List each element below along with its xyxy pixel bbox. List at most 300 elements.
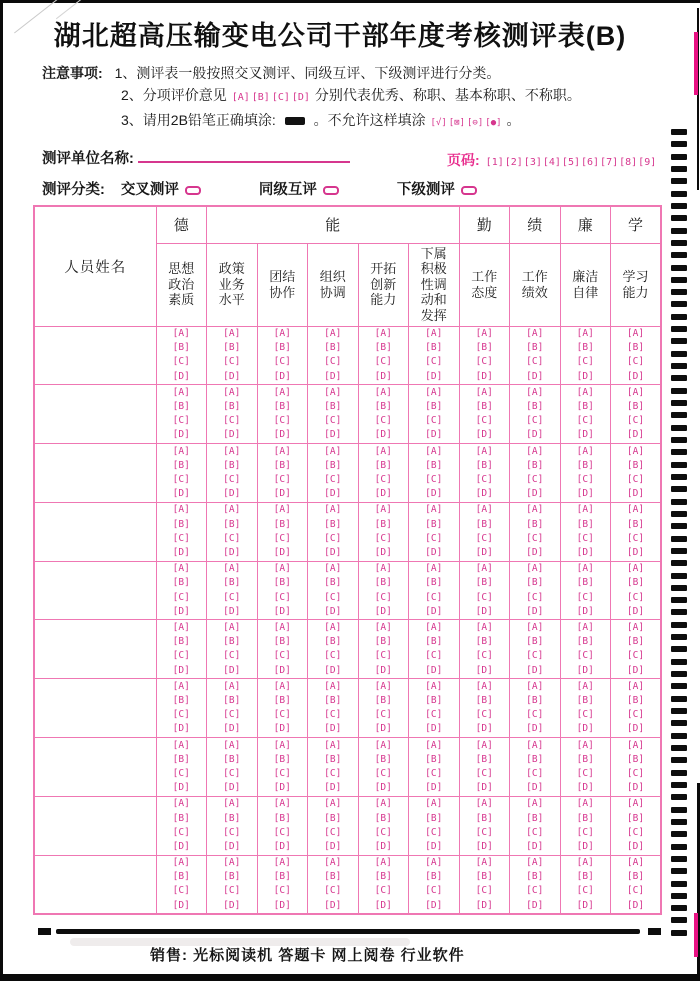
option-bubble-a[interactable]: [A] <box>576 563 594 575</box>
option-bubble-c[interactable]: [C] <box>324 826 342 838</box>
option-bubble-c[interactable]: [C] <box>374 415 392 427</box>
option-bubble-c[interactable]: [C] <box>425 591 443 603</box>
option-bubble-a[interactable]: [A] <box>374 445 392 457</box>
option-bubble-a[interactable]: [A] <box>324 798 342 810</box>
option-bubble-a[interactable]: [A] <box>576 621 594 633</box>
option-bubble-b[interactable]: [B] <box>475 636 493 648</box>
option-bubble-a[interactable]: [A] <box>475 504 493 516</box>
option-bubble-a[interactable]: [A] <box>626 621 645 633</box>
option-bubble-c[interactable]: [C] <box>626 532 645 544</box>
option-bubble-d[interactable]: [D] <box>425 723 443 735</box>
option-bubble-d[interactable]: [D] <box>324 664 342 676</box>
option-bubble-c[interactable]: [C] <box>576 415 594 427</box>
person-name-cell[interactable] <box>34 620 156 679</box>
option-bubble-d[interactable]: [D] <box>374 429 392 441</box>
option-bubble-c[interactable]: [C] <box>576 767 594 779</box>
option-bubble-c[interactable]: [C] <box>172 591 190 603</box>
option-bubble-c[interactable]: [C] <box>576 532 594 544</box>
option-bubble-d[interactable]: [D] <box>475 664 493 676</box>
option-bubble-b[interactable]: [B] <box>273 342 291 354</box>
option-bubble-b[interactable]: [B] <box>425 871 443 883</box>
option-bubble-b[interactable]: [B] <box>576 459 594 471</box>
option-bubble-b[interactable]: [B] <box>172 871 190 883</box>
option-bubble-b[interactable]: [B] <box>526 459 544 471</box>
option-bubble-c[interactable]: [C] <box>425 885 443 897</box>
option-bubble-b[interactable]: [B] <box>172 753 190 765</box>
option-bubble-a[interactable]: [A] <box>324 445 342 457</box>
option-bubble-d[interactable]: [D] <box>576 782 594 794</box>
option-bubble-c[interactable]: [C] <box>172 826 190 838</box>
option-bubble-c[interactable]: [C] <box>626 709 645 721</box>
option-bubble-a[interactable]: [A] <box>576 680 594 692</box>
option-bubble-c[interactable]: [C] <box>273 709 291 721</box>
option-bubble-c[interactable]: [C] <box>475 591 493 603</box>
option-bubble-a[interactable]: [A] <box>576 739 594 751</box>
option-bubble-d[interactable]: [D] <box>172 429 190 441</box>
option-bubble-c[interactable]: [C] <box>324 885 342 897</box>
option-bubble-d[interactable]: [D] <box>576 546 594 558</box>
option-bubble-b[interactable]: [B] <box>223 636 241 648</box>
option-bubble-b[interactable]: [B] <box>374 459 392 471</box>
option-bubble-a[interactable]: [A] <box>475 621 493 633</box>
option-bubble-d[interactable]: [D] <box>526 370 544 382</box>
option-bubble-d[interactable]: [D] <box>374 664 392 676</box>
option-bubble-a[interactable]: [A] <box>475 563 493 575</box>
option-bubble-c[interactable]: [C] <box>273 650 291 662</box>
option-bubble-b[interactable]: [B] <box>223 812 241 824</box>
option-bubble-d[interactable]: [D] <box>223 664 241 676</box>
option-bubble-b[interactable]: [B] <box>425 400 443 412</box>
option-bubble-d[interactable]: [D] <box>475 429 493 441</box>
option-bubble-b[interactable]: [B] <box>526 400 544 412</box>
option-bubble-d[interactable]: [D] <box>425 782 443 794</box>
option-bubble-b[interactable]: [B] <box>324 459 342 471</box>
option-bubble-a[interactable]: [A] <box>425 504 443 516</box>
option-bubble-c[interactable]: [C] <box>223 473 241 485</box>
option-bubble-b[interactable]: [B] <box>626 400 645 412</box>
option-bubble-c[interactable]: [C] <box>475 473 493 485</box>
option-bubble-b[interactable]: [B] <box>374 342 392 354</box>
option-bubble-b[interactable]: [B] <box>172 577 190 589</box>
option-bubble-c[interactable]: [C] <box>324 767 342 779</box>
option-bubble-b[interactable]: [B] <box>324 518 342 530</box>
option-bubble-b[interactable]: [B] <box>626 753 645 765</box>
option-bubble-a[interactable]: [A] <box>626 739 645 751</box>
option-bubble-d[interactable]: [D] <box>626 899 645 911</box>
option-bubble-d[interactable]: [D] <box>526 429 544 441</box>
option-bubble-b[interactable]: [B] <box>324 342 342 354</box>
option-bubble-a[interactable]: [A] <box>526 856 544 868</box>
option-bubble-a[interactable]: [A] <box>374 621 392 633</box>
option-bubble-c[interactable]: [C] <box>526 532 544 544</box>
option-bubble-d[interactable]: [D] <box>626 370 645 382</box>
option-bubble-a[interactable]: [A] <box>374 327 392 339</box>
option-bubble-b[interactable]: [B] <box>475 753 493 765</box>
option-bubble-b[interactable]: [B] <box>576 694 594 706</box>
option-bubble-c[interactable]: [C] <box>374 356 392 368</box>
option-bubble-d[interactable]: [D] <box>626 840 645 852</box>
option-bubble-a[interactable]: [A] <box>374 504 392 516</box>
option-bubble-c[interactable]: [C] <box>475 826 493 838</box>
option-bubble-c[interactable]: [C] <box>374 591 392 603</box>
option-bubble-b[interactable]: [B] <box>475 871 493 883</box>
option-bubble-a[interactable]: [A] <box>172 739 190 751</box>
option-bubble-d[interactable]: [D] <box>374 899 392 911</box>
option-bubble-b[interactable]: [B] <box>172 694 190 706</box>
option-bubble-c[interactable]: [C] <box>374 709 392 721</box>
option-bubble-a[interactable]: [A] <box>526 680 544 692</box>
option-bubble-d[interactable]: [D] <box>526 782 544 794</box>
option-bubble-c[interactable]: [C] <box>273 767 291 779</box>
option-bubble-c[interactable]: [C] <box>475 767 493 779</box>
option-bubble-b[interactable]: [B] <box>475 577 493 589</box>
option-bubble-d[interactable]: [D] <box>425 546 443 558</box>
option-bubble-d[interactable]: [D] <box>172 664 190 676</box>
option-bubble-c[interactable]: [C] <box>576 885 594 897</box>
person-name-cell[interactable] <box>34 385 156 444</box>
option-bubble-c[interactable]: [C] <box>223 356 241 368</box>
option-bubble-c[interactable]: [C] <box>172 709 190 721</box>
option-bubble-a[interactable]: [A] <box>324 621 342 633</box>
person-name-cell[interactable] <box>34 738 156 797</box>
option-bubble-a[interactable]: [A] <box>626 563 645 575</box>
option-bubble-d[interactable]: [D] <box>526 546 544 558</box>
option-bubble-b[interactable]: [B] <box>526 636 544 648</box>
option-bubble-b[interactable]: [B] <box>526 342 544 354</box>
option-bubble-a[interactable]: [A] <box>223 327 241 339</box>
option-bubble-b[interactable]: [B] <box>576 518 594 530</box>
person-name-cell[interactable] <box>34 326 156 385</box>
page-number-bubble[interactable]: [7] <box>600 157 619 168</box>
page-number-bubble[interactable]: [5] <box>561 157 580 168</box>
option-bubble-d[interactable]: [D] <box>425 370 443 382</box>
option-bubble-d[interactable]: [D] <box>223 488 241 500</box>
option-bubble-a[interactable]: [A] <box>374 386 392 398</box>
option-bubble-b[interactable]: [B] <box>223 871 241 883</box>
option-bubble-c[interactable]: [C] <box>526 650 544 662</box>
page-number-bubble[interactable]: [1] <box>485 157 504 168</box>
option-bubble-d[interactable]: [D] <box>172 723 190 735</box>
option-bubble-a[interactable]: [A] <box>273 445 291 457</box>
option-bubble-a[interactable]: [A] <box>172 327 190 339</box>
option-bubble-d[interactable]: [D] <box>324 782 342 794</box>
option-bubble-c[interactable]: [C] <box>273 415 291 427</box>
option-bubble-c[interactable]: [C] <box>223 415 241 427</box>
option-bubble-d[interactable]: [D] <box>374 370 392 382</box>
option-bubble-d[interactable]: [D] <box>324 840 342 852</box>
option-bubble-c[interactable]: [C] <box>324 356 342 368</box>
option-bubble-b[interactable]: [B] <box>576 400 594 412</box>
option-bubble-d[interactable]: [D] <box>273 605 291 617</box>
option-bubble-b[interactable]: [B] <box>475 518 493 530</box>
option-bubble-d[interactable]: [D] <box>273 429 291 441</box>
option-bubble-b[interactable]: [B] <box>273 518 291 530</box>
person-name-cell[interactable] <box>34 855 156 914</box>
option-bubble-b[interactable]: [B] <box>324 400 342 412</box>
option-bubble-c[interactable]: [C] <box>425 415 443 427</box>
option-bubble-d[interactable]: [D] <box>626 782 645 794</box>
option-bubble-a[interactable]: [A] <box>374 563 392 575</box>
option-bubble-d[interactable]: [D] <box>324 546 342 558</box>
option-bubble-a[interactable]: [A] <box>576 386 594 398</box>
option-bubble-d[interactable]: [D] <box>374 840 392 852</box>
option-bubble-d[interactable]: [D] <box>425 488 443 500</box>
option-bubble-d[interactable]: [D] <box>475 782 493 794</box>
option-bubble-a[interactable]: [A] <box>425 563 443 575</box>
option-bubble-c[interactable]: [C] <box>425 473 443 485</box>
person-name-cell[interactable] <box>34 679 156 738</box>
classification-bubble[interactable] <box>185 186 201 195</box>
page-number-bubble[interactable]: [8] <box>619 157 638 168</box>
option-bubble-b[interactable]: [B] <box>374 518 392 530</box>
option-bubble-c[interactable]: [C] <box>526 415 544 427</box>
option-bubble-a[interactable]: [A] <box>576 504 594 516</box>
option-bubble-a[interactable]: [A] <box>475 680 493 692</box>
option-bubble-d[interactable]: [D] <box>273 782 291 794</box>
option-bubble-a[interactable]: [A] <box>172 563 190 575</box>
option-bubble-b[interactable]: [B] <box>425 577 443 589</box>
option-bubble-a[interactable]: [A] <box>223 798 241 810</box>
option-bubble-d[interactable]: [D] <box>626 605 645 617</box>
option-bubble-c[interactable]: [C] <box>374 826 392 838</box>
option-bubble-d[interactable]: [D] <box>576 664 594 676</box>
option-bubble-b[interactable]: [B] <box>374 694 392 706</box>
option-bubble-c[interactable]: [C] <box>576 826 594 838</box>
option-bubble-c[interactable]: [C] <box>223 767 241 779</box>
option-bubble-d[interactable]: [D] <box>374 782 392 794</box>
option-bubble-d[interactable]: [D] <box>273 899 291 911</box>
option-bubble-d[interactable]: [D] <box>425 840 443 852</box>
option-bubble-d[interactable]: [D] <box>475 605 493 617</box>
option-bubble-b[interactable]: [B] <box>576 342 594 354</box>
option-bubble-c[interactable]: [C] <box>475 356 493 368</box>
option-bubble-d[interactable]: [D] <box>626 488 645 500</box>
option-bubble-d[interactable]: [D] <box>526 840 544 852</box>
option-bubble-d[interactable]: [D] <box>324 370 342 382</box>
option-bubble-b[interactable]: [B] <box>626 459 645 471</box>
option-bubble-d[interactable]: [D] <box>526 488 544 500</box>
option-bubble-c[interactable]: [C] <box>223 591 241 603</box>
option-bubble-b[interactable]: [B] <box>324 577 342 589</box>
option-bubble-a[interactable]: [A] <box>172 856 190 868</box>
option-bubble-c[interactable]: [C] <box>626 650 645 662</box>
option-bubble-d[interactable]: [D] <box>475 840 493 852</box>
option-bubble-d[interactable]: [D] <box>273 370 291 382</box>
option-bubble-c[interactable]: [C] <box>626 885 645 897</box>
option-bubble-d[interactable]: [D] <box>223 782 241 794</box>
option-bubble-b[interactable]: [B] <box>626 342 645 354</box>
option-bubble-a[interactable]: [A] <box>475 798 493 810</box>
option-bubble-a[interactable]: [A] <box>576 327 594 339</box>
option-bubble-c[interactable]: [C] <box>526 826 544 838</box>
option-bubble-b[interactable]: [B] <box>475 342 493 354</box>
option-bubble-c[interactable]: [C] <box>324 650 342 662</box>
option-bubble-c[interactable]: [C] <box>526 709 544 721</box>
classification-bubble[interactable] <box>323 186 339 195</box>
option-bubble-a[interactable]: [A] <box>526 327 544 339</box>
option-bubble-d[interactable]: [D] <box>172 546 190 558</box>
option-bubble-d[interactable]: [D] <box>576 370 594 382</box>
option-bubble-a[interactable]: [A] <box>626 327 645 339</box>
option-bubble-b[interactable]: [B] <box>526 871 544 883</box>
option-bubble-a[interactable]: [A] <box>526 563 544 575</box>
option-bubble-a[interactable]: [A] <box>324 856 342 868</box>
page-number-bubble[interactable]: [3] <box>523 157 542 168</box>
option-bubble-d[interactable]: [D] <box>626 664 645 676</box>
option-bubble-c[interactable]: [C] <box>374 473 392 485</box>
option-bubble-a[interactable]: [A] <box>626 386 645 398</box>
option-bubble-b[interactable]: [B] <box>273 694 291 706</box>
option-bubble-c[interactable]: [C] <box>172 650 190 662</box>
option-bubble-b[interactable]: [B] <box>576 636 594 648</box>
option-bubble-a[interactable]: [A] <box>425 856 443 868</box>
option-bubble-d[interactable]: [D] <box>626 723 645 735</box>
option-bubble-b[interactable]: [B] <box>223 753 241 765</box>
option-bubble-c[interactable]: [C] <box>324 591 342 603</box>
option-bubble-c[interactable]: [C] <box>626 591 645 603</box>
option-bubble-c[interactable]: [C] <box>425 356 443 368</box>
option-bubble-a[interactable]: [A] <box>576 445 594 457</box>
option-bubble-a[interactable]: [A] <box>374 798 392 810</box>
option-bubble-a[interactable]: [A] <box>626 856 645 868</box>
option-bubble-b[interactable]: [B] <box>324 812 342 824</box>
option-bubble-d[interactable]: [D] <box>273 840 291 852</box>
option-bubble-b[interactable]: [B] <box>425 459 443 471</box>
option-bubble-d[interactable]: [D] <box>425 899 443 911</box>
option-bubble-b[interactable]: [B] <box>576 577 594 589</box>
option-bubble-d[interactable]: [D] <box>526 723 544 735</box>
option-bubble-c[interactable]: [C] <box>526 767 544 779</box>
option-bubble-a[interactable]: [A] <box>273 504 291 516</box>
option-bubble-d[interactable]: [D] <box>273 723 291 735</box>
page-number-bubble[interactable]: [6] <box>580 157 600 168</box>
option-bubble-c[interactable]: [C] <box>172 356 190 368</box>
option-bubble-a[interactable]: [A] <box>223 680 241 692</box>
person-name-cell[interactable] <box>34 502 156 561</box>
option-bubble-c[interactable]: [C] <box>576 356 594 368</box>
option-bubble-a[interactable]: [A] <box>425 621 443 633</box>
option-bubble-a[interactable]: [A] <box>425 739 443 751</box>
option-bubble-a[interactable]: [A] <box>273 563 291 575</box>
option-bubble-c[interactable]: [C] <box>324 709 342 721</box>
option-bubble-b[interactable]: [B] <box>273 871 291 883</box>
option-bubble-a[interactable]: [A] <box>475 445 493 457</box>
option-bubble-d[interactable]: [D] <box>374 605 392 617</box>
option-bubble-c[interactable]: [C] <box>526 473 544 485</box>
option-bubble-b[interactable]: [B] <box>273 753 291 765</box>
person-name-cell[interactable] <box>34 444 156 503</box>
option-bubble-c[interactable]: [C] <box>273 885 291 897</box>
person-name-cell[interactable] <box>34 561 156 620</box>
option-bubble-d[interactable]: [D] <box>526 899 544 911</box>
option-bubble-d[interactable]: [D] <box>273 546 291 558</box>
option-bubble-d[interactable]: [D] <box>324 605 342 617</box>
option-bubble-b[interactable]: [B] <box>626 694 645 706</box>
option-bubble-d[interactable]: [D] <box>475 370 493 382</box>
option-bubble-b[interactable]: [B] <box>626 812 645 824</box>
option-bubble-b[interactable]: [B] <box>273 459 291 471</box>
option-bubble-c[interactable]: [C] <box>172 473 190 485</box>
option-bubble-b[interactable]: [B] <box>626 636 645 648</box>
option-bubble-d[interactable]: [D] <box>172 370 190 382</box>
option-bubble-a[interactable]: [A] <box>425 327 443 339</box>
option-bubble-d[interactable]: [D] <box>576 899 594 911</box>
option-bubble-a[interactable]: [A] <box>273 739 291 751</box>
option-bubble-b[interactable]: [B] <box>526 753 544 765</box>
option-bubble-d[interactable]: [D] <box>172 899 190 911</box>
option-bubble-c[interactable]: [C] <box>172 415 190 427</box>
option-bubble-c[interactable]: [C] <box>626 767 645 779</box>
option-bubble-b[interactable]: [B] <box>475 812 493 824</box>
option-bubble-c[interactable]: [C] <box>223 709 241 721</box>
option-bubble-d[interactable]: [D] <box>374 488 392 500</box>
option-bubble-b[interactable]: [B] <box>475 694 493 706</box>
option-bubble-b[interactable]: [B] <box>324 636 342 648</box>
option-bubble-a[interactable]: [A] <box>526 739 544 751</box>
option-bubble-d[interactable]: [D] <box>223 899 241 911</box>
option-bubble-c[interactable]: [C] <box>475 532 493 544</box>
option-bubble-d[interactable]: [D] <box>324 429 342 441</box>
option-bubble-b[interactable]: [B] <box>425 518 443 530</box>
option-bubble-a[interactable]: [A] <box>172 798 190 810</box>
option-bubble-c[interactable]: [C] <box>576 591 594 603</box>
option-bubble-d[interactable]: [D] <box>324 723 342 735</box>
option-bubble-a[interactable]: [A] <box>526 445 544 457</box>
option-bubble-b[interactable]: [B] <box>425 342 443 354</box>
option-bubble-b[interactable]: [B] <box>172 636 190 648</box>
option-bubble-a[interactable]: [A] <box>172 621 190 633</box>
option-bubble-b[interactable]: [B] <box>273 812 291 824</box>
option-bubble-d[interactable]: [D] <box>576 605 594 617</box>
option-bubble-b[interactable]: [B] <box>626 518 645 530</box>
option-bubble-d[interactable]: [D] <box>223 546 241 558</box>
option-bubble-c[interactable]: [C] <box>425 709 443 721</box>
option-bubble-a[interactable]: [A] <box>526 798 544 810</box>
option-bubble-d[interactable]: [D] <box>526 605 544 617</box>
option-bubble-d[interactable]: [D] <box>223 605 241 617</box>
classification-bubble[interactable] <box>461 186 477 195</box>
option-bubble-d[interactable]: [D] <box>172 782 190 794</box>
option-bubble-b[interactable]: [B] <box>576 812 594 824</box>
option-bubble-a[interactable]: [A] <box>172 680 190 692</box>
unit-name-input-line[interactable] <box>138 146 350 163</box>
option-bubble-a[interactable]: [A] <box>223 563 241 575</box>
option-bubble-a[interactable]: [A] <box>324 680 342 692</box>
option-bubble-a[interactable]: [A] <box>324 504 342 516</box>
option-bubble-c[interactable]: [C] <box>273 532 291 544</box>
option-bubble-b[interactable]: [B] <box>374 636 392 648</box>
option-bubble-b[interactable]: [B] <box>324 753 342 765</box>
option-bubble-a[interactable]: [A] <box>626 445 645 457</box>
option-bubble-d[interactable]: [D] <box>475 723 493 735</box>
option-bubble-b[interactable]: [B] <box>273 636 291 648</box>
option-bubble-b[interactable]: [B] <box>374 400 392 412</box>
option-bubble-c[interactable]: [C] <box>475 650 493 662</box>
option-bubble-c[interactable]: [C] <box>475 415 493 427</box>
option-bubble-b[interactable]: [B] <box>526 518 544 530</box>
option-bubble-b[interactable]: [B] <box>324 694 342 706</box>
option-bubble-a[interactable]: [A] <box>526 386 544 398</box>
option-bubble-a[interactable]: [A] <box>324 739 342 751</box>
option-bubble-d[interactable]: [D] <box>576 429 594 441</box>
option-bubble-c[interactable]: [C] <box>273 591 291 603</box>
option-bubble-b[interactable]: [B] <box>324 871 342 883</box>
option-bubble-a[interactable]: [A] <box>626 798 645 810</box>
option-bubble-d[interactable]: [D] <box>172 840 190 852</box>
option-bubble-a[interactable]: [A] <box>172 445 190 457</box>
option-bubble-a[interactable]: [A] <box>273 621 291 633</box>
option-bubble-b[interactable]: [B] <box>626 577 645 589</box>
